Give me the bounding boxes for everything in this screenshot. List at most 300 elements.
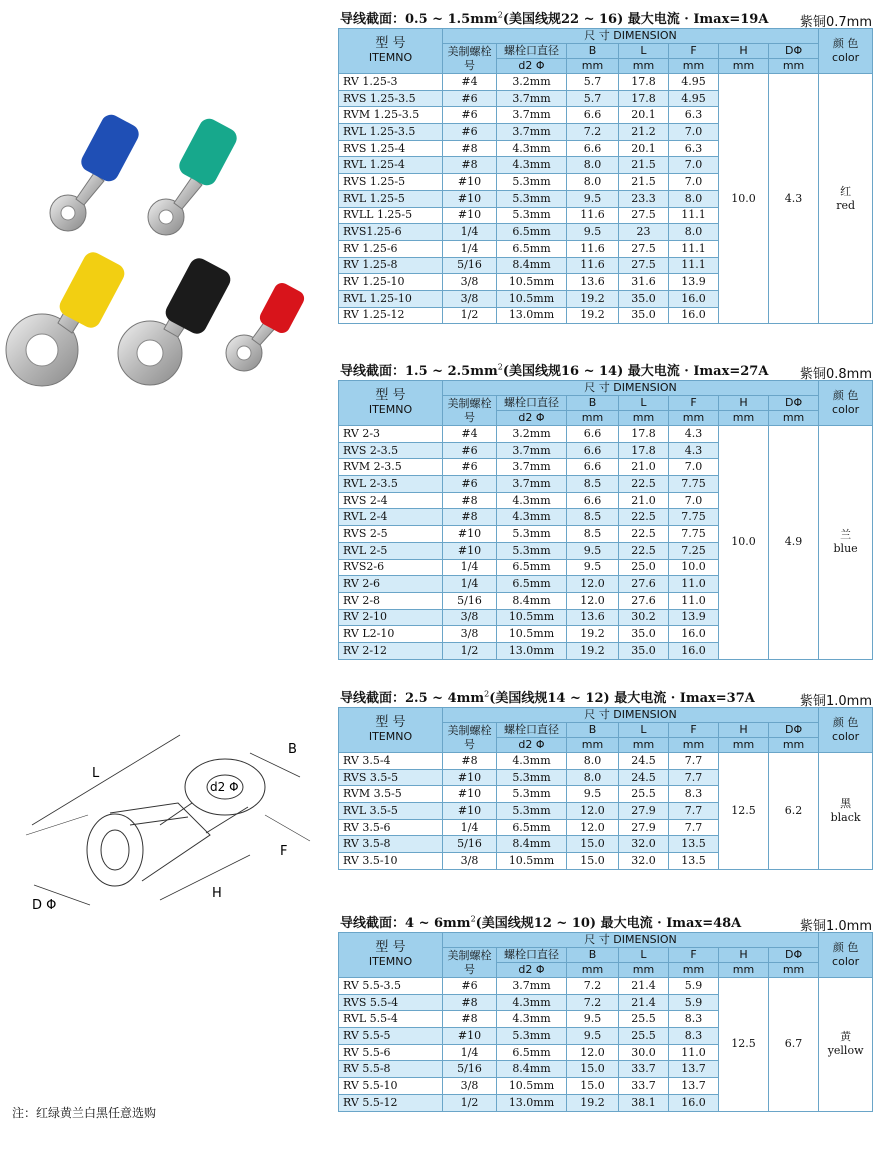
color-en: color [832,730,860,743]
dim-D-header: DΦ [769,44,819,59]
dia-cell: 3.7mm [497,476,567,493]
dia-cell: 6.5mm [497,559,567,576]
copper-thickness: 紫铜0.7mm [799,15,872,30]
b-cell: 11.6 [567,207,619,224]
b-cell: 19.2 [567,307,619,324]
copper-thickness: 紫铜0.8mm [799,367,872,382]
dim-D-header: DΦ [769,948,819,963]
dim-L-header: L [619,723,669,738]
bolt-cell: #6 [443,978,497,995]
b-cell: 9.5 [567,190,619,207]
model-cell: RVS 2-5 [339,526,443,543]
dim-H-header: H [719,396,769,411]
l-cell: 20.1 [619,107,669,124]
bolt-cell: 1/2 [443,307,497,324]
section-header [338,912,872,932]
dia-cell: 5.3mm [497,1028,567,1045]
model-cell: RVL 1.25-10 [339,290,443,307]
model-cell: RVM 3.5-5 [339,786,443,803]
l-cell: 27.5 [619,207,669,224]
d-cell: 4.3 [769,74,819,324]
b-cell: 12.0 [567,1044,619,1061]
h-cell: 12.5 [719,753,769,870]
label-L: L [92,766,100,781]
dia-cell: 6.5mm [497,240,567,257]
b-cell: 6.6 [567,442,619,459]
color-value-cn: 黄 [840,1030,852,1044]
model-cell: RV 3.5-10 [339,853,443,870]
b-cell: 15.0 [567,836,619,853]
bolt-cell: #8 [443,492,497,509]
l-cell: 25.5 [619,1011,669,1028]
color-cell [819,426,873,660]
dia-cell: 10.5mm [497,853,567,870]
b-cell: 7.2 [567,994,619,1011]
l-cell: 22.5 [619,526,669,543]
model-cell: RV 5.5-8 [339,1061,443,1078]
color-cell [819,74,873,324]
f-cell: 11.0 [669,592,719,609]
unit-mm: mm [719,738,769,753]
model-cell: RV L2-10 [339,626,443,643]
f-cell: 4.95 [669,74,719,91]
model-cell: RVS 3.5-5 [339,769,443,786]
f-cell: 13.9 [669,609,719,626]
l-cell: 17.8 [619,90,669,107]
model-cell: RVM 1.25-3.5 [339,107,443,124]
l-cell: 23 [619,224,669,241]
section-header [338,8,872,28]
bolt-cell: #10 [443,803,497,820]
unit-mm: mm [619,59,669,74]
l-cell: 25.5 [619,786,669,803]
b-cell: 8.0 [567,753,619,770]
b-cell: 11.6 [567,240,619,257]
b-cell: 19.2 [567,290,619,307]
f-cell: 13.9 [669,274,719,291]
dia-cell: 4.3mm [497,1011,567,1028]
dim-F-header: F [669,948,719,963]
l-cell: 35.0 [619,642,669,659]
dia-cell: 13.0mm [497,307,567,324]
model-cell: RVS 2-3.5 [339,442,443,459]
f-cell: 16.0 [669,626,719,643]
f-cell: 5.9 [669,978,719,995]
b-cell: 5.7 [567,90,619,107]
b-cell: 13.6 [567,274,619,291]
bolt-cell: #8 [443,509,497,526]
color-cn: 颜 色 [832,389,859,402]
model-header [339,381,443,426]
model-cell: RV 5.5-6 [339,1044,443,1061]
table-row [339,978,873,995]
color-value-cn: 黑 [840,796,852,810]
f-cell: 16.0 [669,642,719,659]
title-label: 导线截面： [340,691,406,706]
b-cell: 7.2 [567,978,619,995]
h-cell: 10.0 [719,74,769,324]
color-value-en: red [836,198,855,212]
model-cell: RV 5.5-3.5 [339,978,443,995]
dia-header: 螺栓口直径 [497,44,567,59]
title-spec: (美国线规14 ~ 12) 最大电流 · Imax=37A [489,691,755,706]
bolt-cell: #8 [443,157,497,174]
model-en: ITEMNO [368,955,413,968]
bolt-cell: #8 [443,140,497,157]
copper-thickness: 紫铜1.0mm [799,694,872,709]
dia-cell: 5.3mm [497,769,567,786]
bolt-cell: #4 [443,426,497,443]
color-en: color [832,955,860,968]
title-label: 导线截面： [340,12,406,27]
d2-header: d2 Φ [497,59,567,74]
bolt-cell: #4 [443,74,497,91]
bolt-cell: 3/8 [443,609,497,626]
l-cell: 24.5 [619,753,669,770]
unit-mm: mm [619,963,669,978]
bolt-cell: #10 [443,769,497,786]
l-cell: 25.5 [619,1028,669,1045]
model-cell: RVS 5.5-4 [339,994,443,1011]
f-cell: 11.1 [669,207,719,224]
bolt-header: 美制螺栓号 [443,396,497,426]
color-header [819,933,873,978]
model-cell: RV 2-8 [339,592,443,609]
model-header [339,29,443,74]
bolt-cell: 5/16 [443,836,497,853]
dim-B-header: B [567,396,619,411]
bolt-cell: 3/8 [443,290,497,307]
bolt-cell: #6 [443,442,497,459]
dim-D-header: DΦ [769,723,819,738]
title-range: 0.5 ~ 1.5mm [405,12,498,27]
section-title [340,360,768,379]
model-cell: RV 2-12 [339,642,443,659]
b-cell: 12.0 [567,576,619,593]
bolt-cell: #8 [443,994,497,1011]
dim-D-header: DΦ [769,396,819,411]
bolt-cell: 1/4 [443,819,497,836]
dim-B-header: B [567,723,619,738]
bolt-cell: #10 [443,1028,497,1045]
model-cell: RVL 1.25-4 [339,157,443,174]
l-cell: 21.4 [619,978,669,995]
table-row [339,74,873,91]
f-cell: 13.7 [669,1061,719,1078]
l-cell: 27.5 [619,257,669,274]
dia-cell: 5.3mm [497,542,567,559]
l-cell: 35.0 [619,307,669,324]
unit-mm: mm [719,59,769,74]
bolt-cell: #6 [443,476,497,493]
b-cell: 12.0 [567,819,619,836]
l-cell: 35.0 [619,290,669,307]
l-cell: 27.5 [619,240,669,257]
f-cell: 7.75 [669,476,719,493]
l-cell: 21.5 [619,174,669,191]
unit-mm: mm [669,411,719,426]
f-cell: 13.7 [669,1078,719,1095]
green-terminal [148,115,240,235]
f-cell: 7.7 [669,753,719,770]
model-cn: 型 号 [375,940,406,955]
bolt-cell: 3/8 [443,1078,497,1095]
dia-cell: 6.5mm [497,819,567,836]
f-cell: 4.3 [669,426,719,443]
f-cell: 7.0 [669,124,719,141]
model-cn: 型 号 [375,36,406,51]
d2-header: d2 Φ [497,738,567,753]
bolt-cell: 3/8 [443,853,497,870]
b-cell: 12.0 [567,592,619,609]
model-en: ITEMNO [368,730,413,743]
b-cell: 9.5 [567,1011,619,1028]
color-value-en: yellow [827,1044,864,1058]
section-header [338,360,872,380]
dia-cell: 8.4mm [497,592,567,609]
l-cell: 17.8 [619,74,669,91]
dim-L-header: L [619,44,669,59]
f-cell: 16.0 [669,290,719,307]
unit-mm: mm [567,738,619,753]
bolt-cell: 1/2 [443,642,497,659]
color-value-cn: 兰 [840,528,852,542]
header-row [339,29,873,44]
color-note: 注：红绿黄兰白黑任意选购 [12,1106,157,1120]
title-sup: 2 [497,362,503,372]
spec-table [338,28,873,324]
f-cell: 11.0 [669,1044,719,1061]
bolt-cell: #6 [443,124,497,141]
model-cell: RV 1.25-3 [339,74,443,91]
section-title [340,687,755,706]
spec-table [338,932,873,1112]
bolt-header: 美制螺栓号 [443,948,497,978]
dim-H-header: H [719,44,769,59]
f-cell: 6.3 [669,140,719,157]
model-cell: RVS 2-4 [339,492,443,509]
bolt-cell: 5/16 [443,257,497,274]
title-sup: 2 [497,10,503,20]
l-cell: 31.6 [619,274,669,291]
dim-F-header: F [669,723,719,738]
spec-section [338,360,872,660]
l-cell: 17.8 [619,426,669,443]
f-cell: 7.0 [669,492,719,509]
dimension-header: 尺 寸 DIMENSION [443,933,819,948]
f-cell: 10.0 [669,559,719,576]
b-cell: 15.0 [567,1061,619,1078]
d-cell: 6.2 [769,753,819,870]
bolt-cell: 3/8 [443,626,497,643]
model-cell: RV 5.5-12 [339,1094,443,1111]
bolt-cell: #10 [443,190,497,207]
dia-cell: 8.4mm [497,1061,567,1078]
f-cell: 13.5 [669,853,719,870]
l-cell: 30.2 [619,609,669,626]
header-row [339,933,873,948]
model-cell: RVLL 1.25-5 [339,207,443,224]
model-cell: RV 3.5-6 [339,819,443,836]
b-cell: 9.5 [567,1028,619,1045]
l-cell: 30.0 [619,1044,669,1061]
b-cell: 6.6 [567,492,619,509]
spec-table [338,380,873,660]
model-cell: RVS 1.25-4 [339,140,443,157]
color-header [819,381,873,426]
dim-L-header: L [619,396,669,411]
f-cell: 8.3 [669,786,719,803]
dim-H-header: H [719,948,769,963]
title-spec: (美国线规22 ~ 16) 最大电流 · Imax=19A [502,12,769,27]
dia-cell: 3.7mm [497,124,567,141]
h-cell: 12.5 [719,978,769,1112]
f-cell: 8.0 [669,190,719,207]
bolt-cell: 3/8 [443,274,497,291]
color-cn: 颜 色 [832,941,859,954]
f-cell: 7.75 [669,509,719,526]
bolt-cell: #6 [443,107,497,124]
bolt-cell: #8 [443,1011,497,1028]
dia-cell: 4.3mm [497,509,567,526]
unit-mm: mm [567,59,619,74]
label-d2: d2 Φ [210,780,239,794]
color-value-en: blue [833,542,858,556]
unit-mm: mm [769,963,819,978]
l-cell: 32.0 [619,836,669,853]
label-F: F [280,844,288,859]
b-cell: 9.5 [567,542,619,559]
dia-cell: 3.7mm [497,459,567,476]
l-cell: 21.4 [619,994,669,1011]
section-title [340,8,768,27]
bolt-cell: 1/4 [443,559,497,576]
l-cell: 33.7 [619,1078,669,1095]
b-cell: 11.6 [567,257,619,274]
dia-cell: 3.7mm [497,90,567,107]
f-cell: 6.3 [669,107,719,124]
label-D: D Φ [32,898,57,913]
dia-cell: 5.3mm [497,174,567,191]
b-cell: 5.7 [567,74,619,91]
dia-cell: 4.3mm [497,140,567,157]
l-cell: 17.8 [619,442,669,459]
f-cell: 4.3 [669,442,719,459]
dia-cell: 13.0mm [497,1094,567,1111]
dia-cell: 5.3mm [497,803,567,820]
unit-mm: mm [769,59,819,74]
dia-cell: 3.7mm [497,978,567,995]
b-cell: 15.0 [567,853,619,870]
bolt-cell: 1/4 [443,240,497,257]
dia-cell: 6.5mm [497,224,567,241]
l-cell: 38.1 [619,1094,669,1111]
l-cell: 21.5 [619,157,669,174]
model-cell: RVL 1.25-3.5 [339,124,443,141]
dim-F-header: F [669,44,719,59]
unit-mm: mm [669,738,719,753]
dia-cell: 5.3mm [497,207,567,224]
b-cell: 8.5 [567,476,619,493]
bolt-cell: 1/4 [443,576,497,593]
header-row [339,708,873,723]
b-cell: 7.2 [567,124,619,141]
red-terminal [226,280,307,371]
model-cell: RV 2-3 [339,426,443,443]
model-cell: RVL 1.25-5 [339,190,443,207]
spec-section [338,687,872,870]
spec-table [338,707,873,870]
l-cell: 22.5 [619,509,669,526]
product-photo [0,95,330,395]
b-cell: 19.2 [567,642,619,659]
dia-cell: 6.5mm [497,1044,567,1061]
model-cell: RV 5.5-10 [339,1078,443,1095]
unit-mm: mm [769,738,819,753]
f-cell: 7.0 [669,459,719,476]
model-cell: RVL 2-5 [339,542,443,559]
dia-cell: 3.7mm [497,442,567,459]
f-cell: 7.7 [669,769,719,786]
model-header [339,933,443,978]
color-en: color [832,51,860,64]
dia-cell: 3.7mm [497,107,567,124]
dimension-header: 尺 寸 DIMENSION [443,381,819,396]
dim-B-header: B [567,44,619,59]
d-cell: 4.9 [769,426,819,660]
f-cell: 8.0 [669,224,719,241]
dia-cell: 10.5mm [497,1078,567,1095]
black-terminal [118,255,234,385]
f-cell: 7.25 [669,542,719,559]
f-cell: 16.0 [669,1094,719,1111]
dim-F-header: F [669,396,719,411]
bolt-header: 美制螺栓号 [443,44,497,74]
bolt-cell: 1/2 [443,1094,497,1111]
bolt-cell: #10 [443,786,497,803]
l-cell: 32.0 [619,853,669,870]
f-cell: 11.0 [669,576,719,593]
title-range: 4 ~ 6mm [405,916,471,931]
dimension-header: 尺 寸 DIMENSION [443,29,819,44]
color-cn: 颜 色 [832,37,859,50]
bolt-cell: #10 [443,542,497,559]
bolt-cell: #10 [443,207,497,224]
unit-mm: mm [719,411,769,426]
l-cell: 21.0 [619,492,669,509]
unit-mm: mm [567,963,619,978]
unit-mm: mm [669,59,719,74]
bolt-cell: #6 [443,90,497,107]
model-cell: RV 1.25-12 [339,307,443,324]
dia-cell: 8.4mm [497,836,567,853]
model-cell: RVS 1.25-3.5 [339,90,443,107]
model-cell: RVS1.25-6 [339,224,443,241]
l-cell: 27.9 [619,819,669,836]
label-B: B [288,742,297,757]
model-cell: RVM 2-3.5 [339,459,443,476]
d2-header: d2 Φ [497,411,567,426]
l-cell: 27.6 [619,576,669,593]
dim-B-header: B [567,948,619,963]
bolt-cell: 5/16 [443,592,497,609]
dia-cell: 10.5mm [497,626,567,643]
spec-section [338,912,872,1112]
dia-cell: 4.3mm [497,157,567,174]
b-cell: 8.5 [567,509,619,526]
color-cell [819,978,873,1112]
dia-cell: 10.5mm [497,274,567,291]
